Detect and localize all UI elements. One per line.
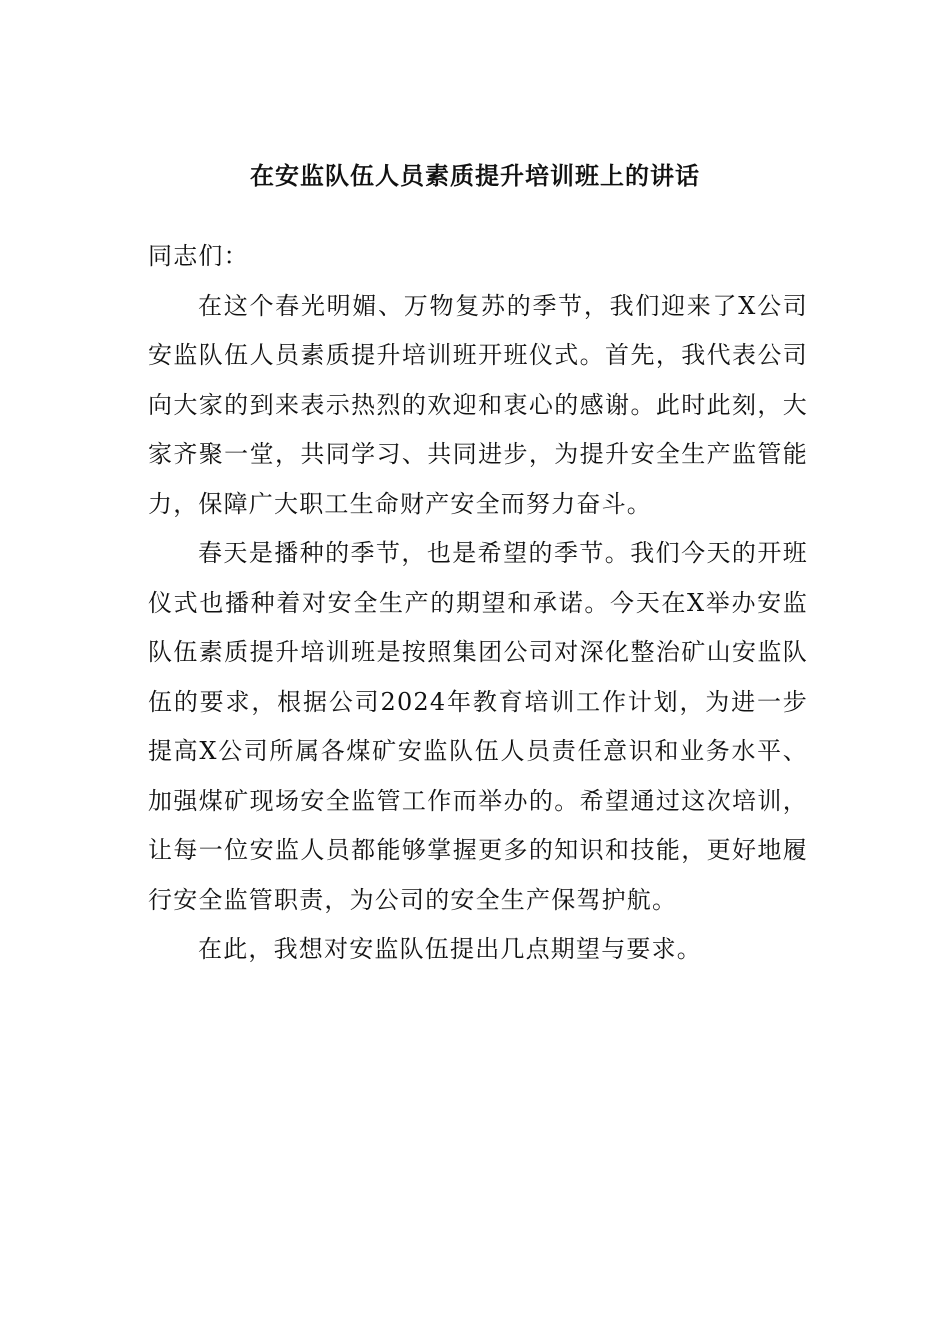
paragraph-2: 春天是播种的季节，也是希望的季节。我们今天的开班仪式也播种着对安全生产的期望和承诺。今天在X举办安监队伍素质提升培训班是按照集团公司对深化整治矿山安监队伍的要求，根据公司2024年教育培训工作计划，为进一步提高X公司所属各煤矿安监队伍人员责任意识和业务水平、加强煤矿现场安全监管工作而举办的。希望通过这次培训，让每一位安监人员都能够掌握更多的知识和技能，更好地履行安全监管职责，为公司的安全生产保驾护航。 bbox=[148, 539, 808, 914]
paragraph-3: 在此，我想对安监队伍提出几点期望与要求。 bbox=[198, 935, 702, 963]
paragraph-1: 在这个春光明媚、万物复苏的季节，我们迎来了X公司安监队伍人员素质提升培训班开班仪式。首先，我代表公司向大家的到来表示热烈的欢迎和衷心的感谢。此时此刻，大家齐聚一堂，共同学习、共同进步，为提升安全生产监管能力，保障广大职工生命财产安全而努力奋斗。 bbox=[148, 291, 808, 518]
document-title: 在安监队伍人员素质提升培训班上的讲话 bbox=[250, 161, 700, 190]
salutation: 同志们： bbox=[148, 242, 249, 270]
document-body bbox=[148, 232, 808, 975]
